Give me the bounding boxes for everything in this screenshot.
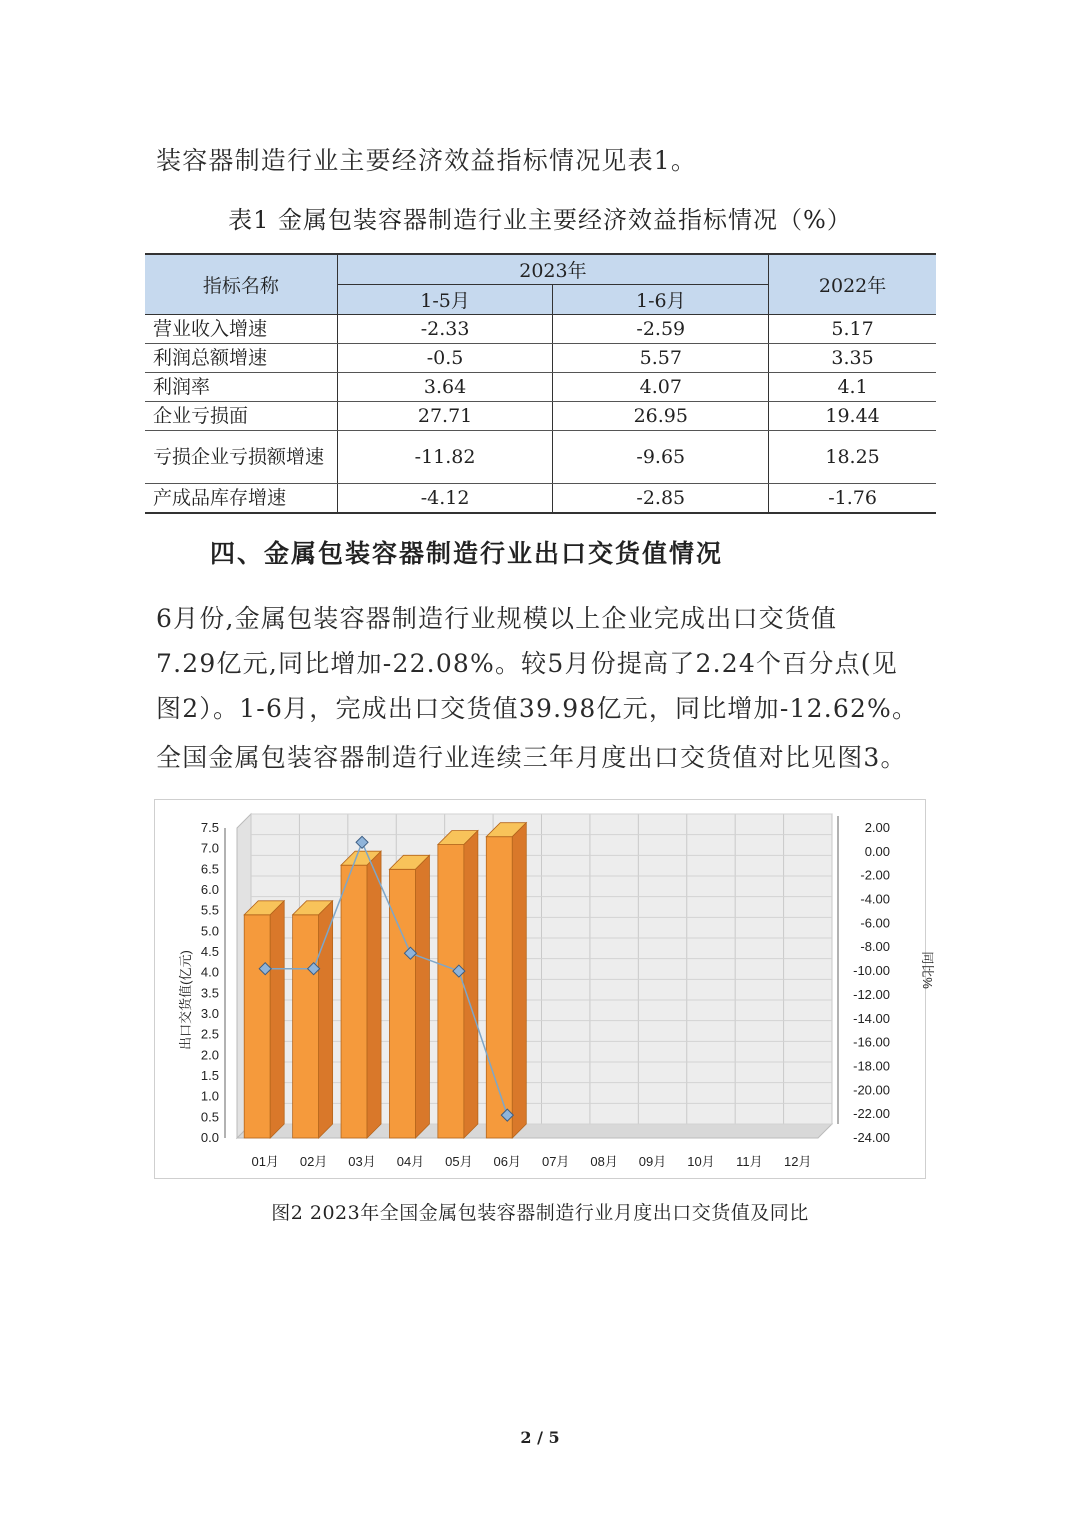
value-1-5: 3.64 (337, 373, 553, 402)
x-tick-label: 12月 (784, 1154, 812, 1169)
x-tick-label: 10月 (687, 1154, 715, 1169)
bar-side (415, 855, 429, 1138)
table-row (145, 402, 936, 431)
x-tick-label: 06月 (493, 1154, 522, 1169)
y-tick-label: 5.5 (200, 902, 219, 918)
paragraph-line-1: 6月份,金属包装容器制造行业规模以上企业完成出口交货值 (156, 604, 838, 633)
bar-front (389, 869, 415, 1138)
bar-side (270, 901, 284, 1138)
x-tick-label: 09月 (638, 1154, 667, 1169)
y-tick-label: 4.0 (200, 964, 219, 980)
chart-frame (154, 799, 935, 1179)
table-caption: 表1 金属包装容器制造行业主要经济效益指标情况（%） (228, 206, 852, 234)
value-2022: 5.17 (769, 315, 936, 344)
row-name: 利润率 (145, 373, 337, 402)
export-chart (155, 800, 935, 1178)
paragraph-line-3: 图2）。1-6月，完成出口交货值39.98亿元，同比增加-12.62%。 (156, 694, 919, 723)
bar (244, 901, 284, 1138)
row-name: 产成品库存增速 (145, 484, 337, 514)
header-1-5: 1-5月 (337, 285, 553, 315)
y2-tick-label: 0.00 (864, 843, 890, 859)
value-2022: 19.44 (769, 402, 936, 431)
y-tick-label: 2.0 (200, 1047, 219, 1063)
row-name: 利润总额增速 (145, 344, 337, 373)
value-1-6: -9.65 (553, 431, 769, 484)
y-tick-label: 0.0 (200, 1130, 219, 1145)
y2-tick-label: -10.00 (853, 963, 890, 979)
bar-side (512, 823, 526, 1138)
y2-axis-label: 同比% (920, 951, 935, 989)
value-1-5: -11.82 (337, 431, 553, 484)
y-axis-label: 出口交货值(亿元) (178, 950, 193, 1050)
bar-front (438, 845, 464, 1138)
y2-tick-label: -12.00 (853, 986, 890, 1002)
value-2022: 3.35 (769, 344, 936, 373)
y-tick-label: 1.5 (200, 1068, 219, 1083)
header-2022: 2022年 (769, 254, 936, 315)
value-1-6: -2.59 (553, 315, 769, 344)
header-indicator-name: 指标名称 (145, 254, 337, 315)
bar (486, 823, 526, 1138)
paragraph-line-4: 全国金属包装容器制造行业连续三年月度出口交货值对比见图3。 (156, 743, 907, 772)
figure-caption: 图2 2023年全国金属包装容器制造行业月度出口交货值及同比 (271, 1202, 809, 1224)
bar (438, 831, 478, 1138)
y-tick-label: 0.5 (200, 1109, 219, 1125)
x-tick-label: 03月 (348, 1154, 376, 1169)
value-1-5: -2.33 (337, 315, 553, 344)
y2-tick-label: -16.00 (853, 1034, 890, 1050)
y-tick-label: 1.0 (200, 1088, 219, 1104)
x-tick-label: 08月 (590, 1154, 618, 1169)
bar-front (244, 915, 270, 1138)
y-tick-label: 2.5 (200, 1026, 219, 1042)
value-1-6: 5.57 (553, 344, 769, 373)
y-tick-label: 7.5 (200, 820, 219, 835)
value-1-5: -0.5 (337, 344, 553, 373)
y2-tick-label: -18.00 (853, 1058, 890, 1074)
y2-tick-label: -22.00 (853, 1106, 890, 1122)
row-name: 企业亏损面 (145, 402, 337, 431)
x-tick-label: 07月 (541, 1154, 570, 1169)
intro-line: 装容器制造行业主要经济效益指标情况见表1。 (156, 146, 698, 175)
y2-tick-label: -14.00 (853, 1010, 890, 1026)
y2-tick-label: -2.00 (860, 867, 890, 883)
section-heading: 四、金属包装容器制造行业出口交货值情况 (210, 539, 724, 568)
y2-tick-label: -20.00 (853, 1082, 890, 1098)
table-row (145, 484, 936, 514)
table-header-row (145, 254, 936, 285)
x-tick-label: 05月 (445, 1154, 473, 1169)
bar-front (341, 865, 367, 1138)
row-name: 营业收入增速 (145, 315, 337, 344)
value-1-5: 27.71 (337, 402, 553, 431)
page-number: 2 / 5 (520, 1428, 560, 1447)
y-tick-label: 6.0 (200, 882, 219, 897)
value-2022: 18.25 (769, 431, 936, 484)
y-tick-label: 3.0 (200, 1006, 219, 1021)
y2-tick-label: -4.00 (860, 891, 890, 907)
value-1-5: -4.12 (337, 484, 553, 514)
row-name: 亏损企业亏损额增速 (145, 431, 337, 484)
y2-tick-label: -8.00 (860, 939, 890, 955)
y-tick-label: 7.0 (200, 840, 219, 856)
x-tick-label: 11月 (736, 1154, 763, 1169)
x-tick-label: 02月 (299, 1154, 328, 1169)
value-2022: 4.1 (769, 373, 936, 402)
x-tick-label: 01月 (251, 1154, 279, 1169)
y2-tick-label: -24.00 (853, 1130, 890, 1145)
value-1-6: -2.85 (553, 484, 769, 514)
table-row (145, 373, 936, 402)
bar (389, 855, 429, 1138)
table-row (145, 315, 936, 344)
bar-side (464, 831, 478, 1138)
bar-front (293, 915, 319, 1138)
header-2023-group: 2023年 (337, 254, 768, 285)
y2-tick-label: 2.00 (864, 820, 890, 835)
y-tick-label: 4.5 (200, 944, 219, 959)
value-1-6: 26.95 (553, 402, 769, 431)
y-tick-label: 6.5 (200, 861, 219, 877)
table-row (145, 431, 936, 484)
metrics-table (145, 253, 936, 514)
bar (341, 851, 381, 1138)
y-tick-label: 3.5 (200, 985, 219, 1001)
value-1-6: 4.07 (553, 373, 769, 402)
bar-side (367, 851, 381, 1138)
table-row (145, 344, 936, 373)
paragraph-line-2: 7.29亿元,同比增加-22.08%。较5月份提高了2.24个百分点(见 (156, 649, 898, 678)
value-2022: -1.76 (769, 484, 936, 514)
x-tick-label: 04月 (396, 1154, 425, 1169)
y2-tick-label: -6.00 (860, 915, 890, 931)
y-tick-label: 5.0 (200, 923, 219, 939)
header-1-6: 1-6月 (553, 285, 769, 315)
